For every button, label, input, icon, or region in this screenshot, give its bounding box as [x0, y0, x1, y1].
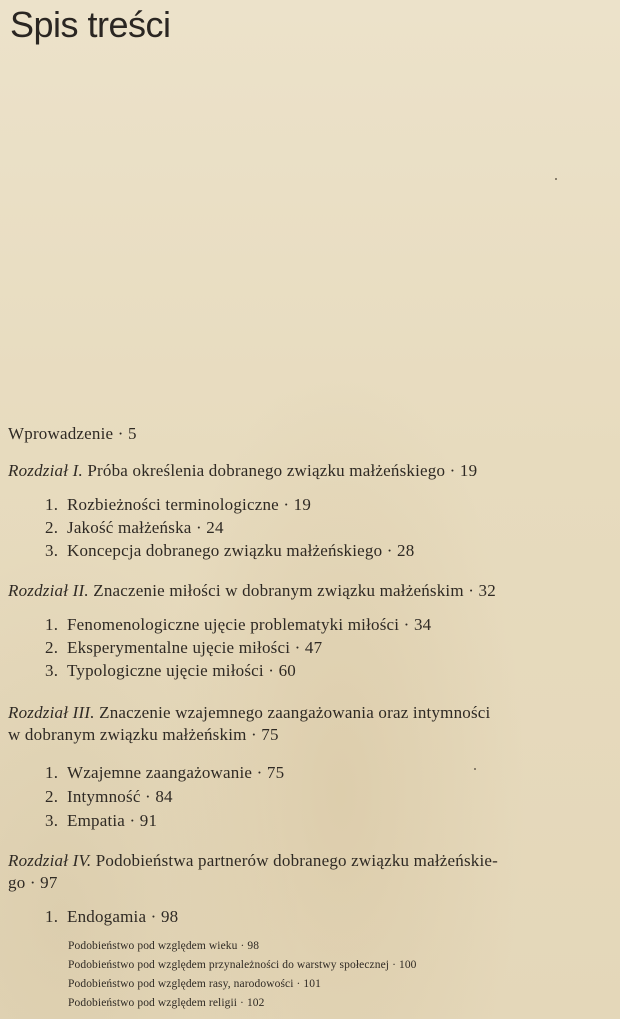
toc-item-number: 2.	[45, 787, 59, 806]
chapter-4-heading-cont: go · 97	[8, 873, 58, 892]
toc-subitem: Podobieństwo pod względem wieku · 98	[68, 940, 260, 952]
toc-subitem: Podobieństwo pod względem religii · 102	[68, 997, 265, 1009]
toc-subitem: Podobieństwo pod względem rasy, narodowości · 101	[68, 978, 321, 990]
toc-item	[45, 907, 178, 927]
toc-item-text: Rozbieżności terminologiczne · 19	[67, 495, 312, 514]
toc-item	[45, 661, 296, 681]
chapter-3-title: Znaczenie wzajemnego zaangażowania oraz intymności	[99, 703, 491, 722]
chapter-2-label: Rozdział II.	[8, 581, 89, 600]
chapter-3-heading-cont: w dobranym związku małżeńskim · 75	[8, 725, 279, 744]
toc-subitem: Podobieństwo pod względem przynależności do warstwy społecznej · 100	[68, 959, 417, 971]
chapter-4-title: Podobieństwa partnerów dobranego związku małżeńskie-	[95, 851, 498, 870]
chapter-2-title: Znaczenie miłości w dobranym związku małżeńskim · 32	[93, 581, 496, 600]
toc-item-text: Endogamia · 98	[67, 907, 179, 926]
chapter-1-label: Rozdział I.	[8, 461, 83, 480]
toc-item-number: 3.	[45, 811, 59, 830]
toc-item-number: 3.	[45, 661, 59, 680]
toc-item	[45, 541, 414, 561]
toc-item-number: 1.	[45, 763, 59, 782]
chapter-4-label: Rozdział IV.	[8, 851, 92, 870]
toc-item	[45, 787, 173, 807]
toc-item-number: 3.	[45, 541, 59, 560]
toc-item	[45, 518, 224, 538]
toc-item	[45, 811, 157, 831]
toc-item-number: 1.	[45, 615, 59, 634]
toc-item-number: 1.	[45, 907, 59, 926]
toc-item-text: Intymność · 84	[67, 787, 173, 806]
toc-item-text: Empatia · 91	[67, 811, 158, 830]
toc-item-text: Jakość małżeńska · 24	[67, 518, 224, 537]
toc-item-text: Wzajemne zaangażowanie · 75	[67, 763, 285, 782]
page-title: Spis treści	[10, 4, 171, 45]
toc-item-text: Koncepcja dobranego związku małżeńskiego · 28	[67, 541, 415, 560]
toc-item	[45, 638, 322, 658]
toc-intro: Wprowadzenie · 5	[8, 424, 137, 443]
chapter-2-heading	[8, 581, 496, 601]
toc-item	[45, 495, 311, 515]
toc-item	[45, 615, 431, 635]
toc-item-text: Typologiczne ujęcie miłości · 60	[67, 661, 296, 680]
paper-speck	[474, 768, 476, 770]
chapter-4-heading	[8, 851, 498, 871]
toc-item	[45, 763, 284, 783]
chapter-3-heading	[8, 703, 490, 723]
toc-item-number: 2.	[45, 638, 59, 657]
chapter-1-title: Próba określenia dobranego związku małżeńskiego · 19	[87, 461, 478, 480]
toc-item-number: 1.	[45, 495, 59, 514]
toc-item-text: Eksperymentalne ujęcie miłości · 47	[67, 638, 323, 657]
chapter-1-heading	[8, 461, 477, 481]
toc-item-text: Fenomenologiczne ujęcie problematyki miłości · 34	[67, 615, 432, 634]
chapter-3-label: Rozdział III.	[8, 703, 95, 722]
toc-item-number: 2.	[45, 518, 59, 537]
paper-speck	[555, 178, 557, 180]
